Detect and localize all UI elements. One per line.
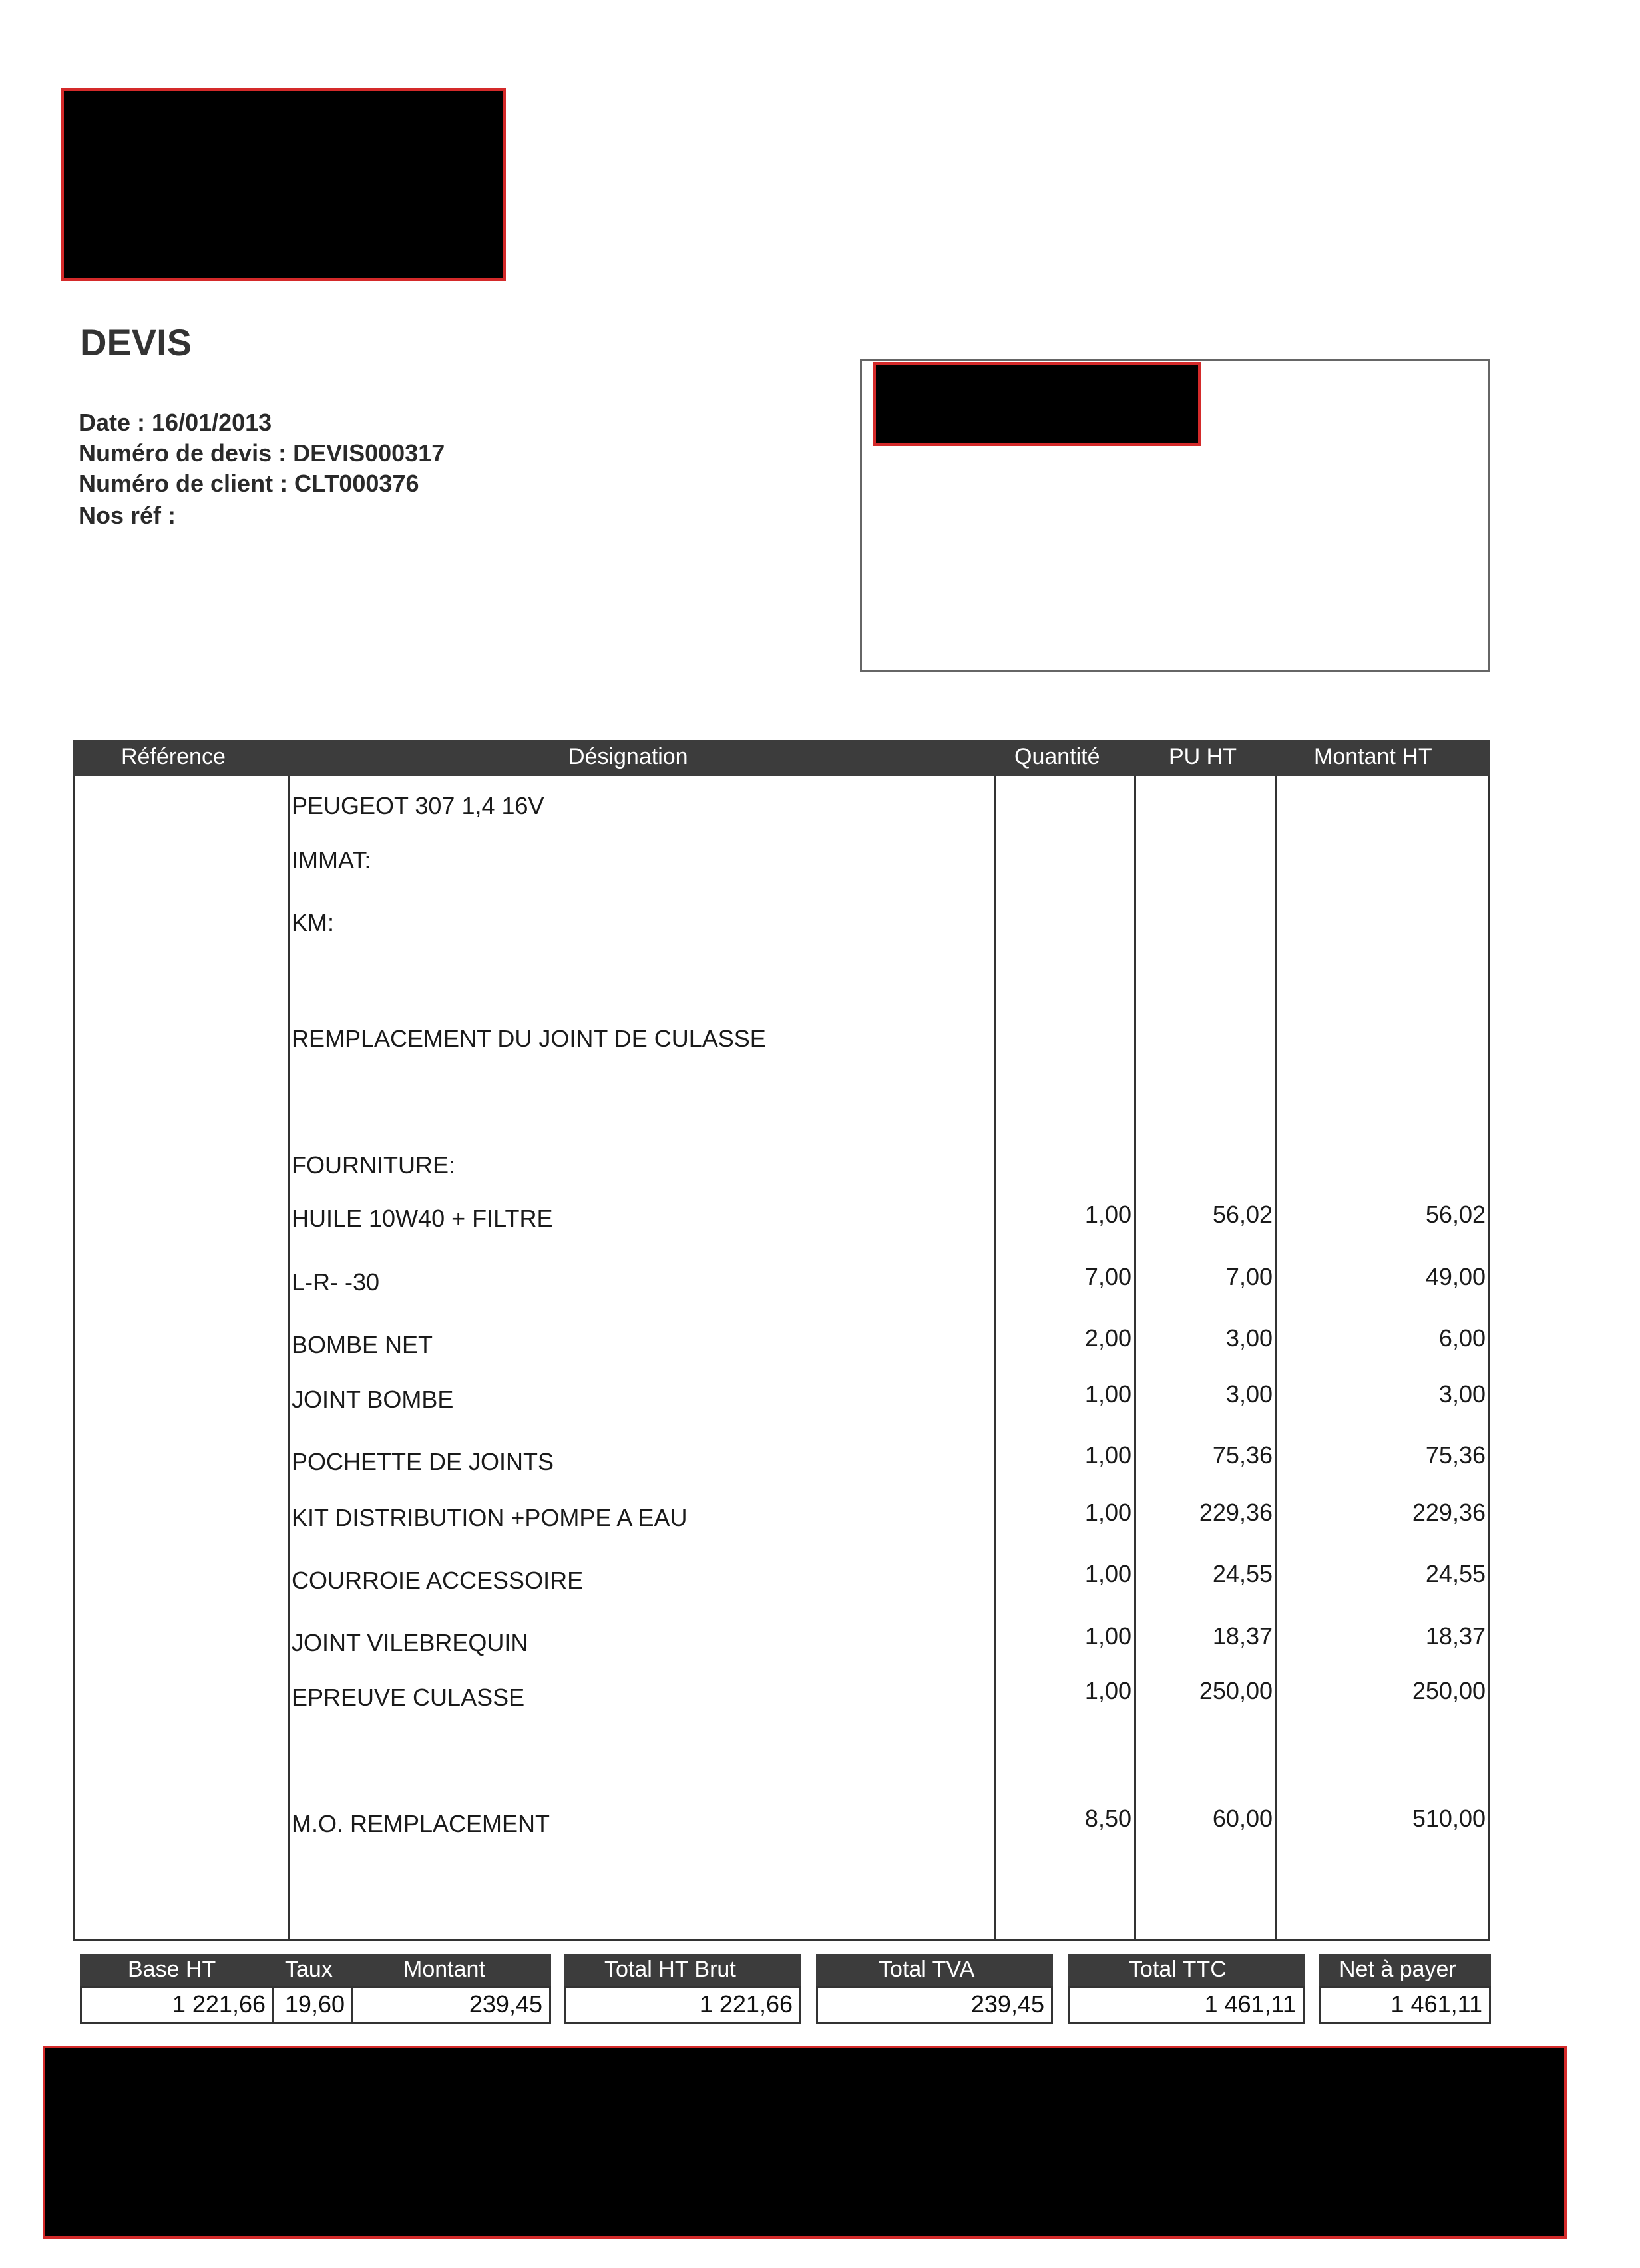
table-header (73, 740, 1490, 776)
supplies-heading: FOURNITURE: (292, 1151, 455, 1179)
total-ht-brut-label: Total HT Brut (604, 1957, 736, 1982)
net-to-pay-header (1319, 1954, 1491, 1986)
item-unit-price: 250,00 (1199, 1677, 1273, 1704)
item-qty: 2,00 (1084, 1324, 1131, 1352)
item-unit-price: 56,02 (1212, 1201, 1273, 1228)
total-ht-brut-header (564, 1954, 801, 1986)
item-qty: 1,00 (1084, 1201, 1131, 1228)
column-divider (1488, 776, 1490, 1941)
tax-amount-value: 239,45 (469, 1990, 542, 2018)
quote-number: Numéro de devis : DEVIS000317 (79, 439, 445, 467)
document-title: DEVIS (80, 321, 192, 363)
item-amount: 250,00 (1412, 1677, 1486, 1704)
item-designation: HUILE 10W40 + FILTRE (292, 1205, 553, 1232)
total-tva-cell (816, 1986, 1053, 2024)
item-qty: 1,00 (1084, 1499, 1131, 1526)
vehicle-model: PEUGEOT 307 1,4 16V (292, 792, 544, 819)
tax-amount-cell (351, 1986, 551, 2024)
column-divider (1134, 776, 1136, 1941)
item-unit-price: 75,36 (1212, 1441, 1273, 1469)
item-qty: 1,00 (1084, 1441, 1131, 1469)
header-quantity: Quantité (1014, 744, 1100, 769)
item-designation: KIT DISTRIBUTION +POMPE A EAU (292, 1504, 688, 1531)
column-divider (288, 776, 290, 1941)
total-ttc-value: 1 461,11 (1204, 1990, 1296, 2018)
redacted-logo (61, 88, 506, 281)
item-amount: 56,02 (1425, 1201, 1486, 1228)
net-to-pay-value: 1 461,11 (1390, 1990, 1482, 2018)
mileage-label: KM: (292, 909, 335, 936)
item-unit-price: 18,37 (1212, 1622, 1273, 1650)
item-amount: 24,55 (1425, 1560, 1486, 1587)
base-ht-value: 1 221,66 (172, 1990, 266, 2018)
total-ht-brut-value: 1 221,66 (699, 1990, 793, 2018)
registration-label: IMMAT: (292, 847, 371, 874)
item-unit-price: 3,00 (1225, 1324, 1273, 1352)
column-divider (994, 776, 996, 1941)
item-unit-price: 7,00 (1225, 1263, 1273, 1290)
item-amount: 6,00 (1438, 1324, 1486, 1352)
total-ttc-cell (1068, 1986, 1305, 2024)
tax-summary-header (80, 1954, 551, 1986)
item-amount: 49,00 (1425, 1263, 1486, 1290)
item-qty: 7,00 (1084, 1263, 1131, 1290)
item-unit-price: 60,00 (1212, 1805, 1273, 1832)
item-designation: JOINT BOMBE (292, 1386, 454, 1413)
item-qty: 1,00 (1084, 1380, 1131, 1408)
header-unit-price: PU HT (1169, 744, 1237, 769)
item-amount: 75,36 (1425, 1441, 1486, 1469)
base-ht-cell (80, 1986, 274, 2024)
quote-date: Date : 16/01/2013 (79, 409, 272, 436)
tax-rate-label: Taux (285, 1957, 333, 1982)
total-tva-label: Total TVA (879, 1957, 975, 1982)
item-qty: 1,00 (1084, 1622, 1131, 1650)
item-amount: 3,00 (1438, 1380, 1486, 1408)
redacted-client-name (873, 362, 1201, 446)
header-reference: Référence (121, 744, 226, 769)
item-amount: 18,37 (1425, 1622, 1486, 1650)
total-ht-brut-cell (564, 1986, 801, 2024)
our-reference: Nos réf : (79, 502, 176, 529)
item-designation: L-R- -30 (292, 1268, 380, 1296)
base-ht-label: Base HT (128, 1957, 216, 1982)
tax-rate-cell (272, 1986, 353, 2024)
item-designation: EPREUVE CULASSE (292, 1684, 525, 1711)
column-divider (1275, 776, 1277, 1941)
header-amount: Montant HT (1314, 744, 1432, 769)
client-number: Numéro de client : CLT000376 (79, 470, 419, 497)
tax-rate-value: 19,60 (284, 1990, 345, 2018)
item-designation: COURROIE ACCESSOIRE (292, 1567, 584, 1594)
item-unit-price: 229,36 (1199, 1499, 1273, 1526)
item-designation: M.O. REMPLACEMENT (292, 1810, 550, 1837)
item-designation: BOMBE NET (292, 1331, 433, 1358)
item-amount: 229,36 (1412, 1499, 1486, 1526)
item-unit-price: 24,55 (1212, 1560, 1273, 1587)
item-designation: JOINT VILEBREQUIN (292, 1629, 528, 1656)
net-to-pay-cell (1319, 1986, 1491, 2024)
item-unit-price: 3,00 (1225, 1380, 1273, 1408)
item-designation: POCHETTE DE JOINTS (292, 1448, 554, 1475)
item-qty: 8,50 (1084, 1805, 1131, 1832)
total-ttc-label: Total TTC (1129, 1957, 1227, 1982)
header-designation: Désignation (568, 744, 688, 769)
item-qty: 1,00 (1084, 1560, 1131, 1587)
redacted-footer (43, 2046, 1567, 2239)
total-ttc-header (1068, 1954, 1305, 1986)
job-description: REMPLACEMENT DU JOINT DE CULASSE (292, 1025, 766, 1052)
item-amount: 510,00 (1412, 1805, 1486, 1832)
total-tva-header (816, 1954, 1053, 1986)
item-qty: 1,00 (1084, 1677, 1131, 1704)
tax-amount-label: Montant (403, 1957, 485, 1982)
net-to-pay-label: Net à payer (1339, 1957, 1456, 1982)
total-tva-value: 239,45 (970, 1990, 1044, 2018)
